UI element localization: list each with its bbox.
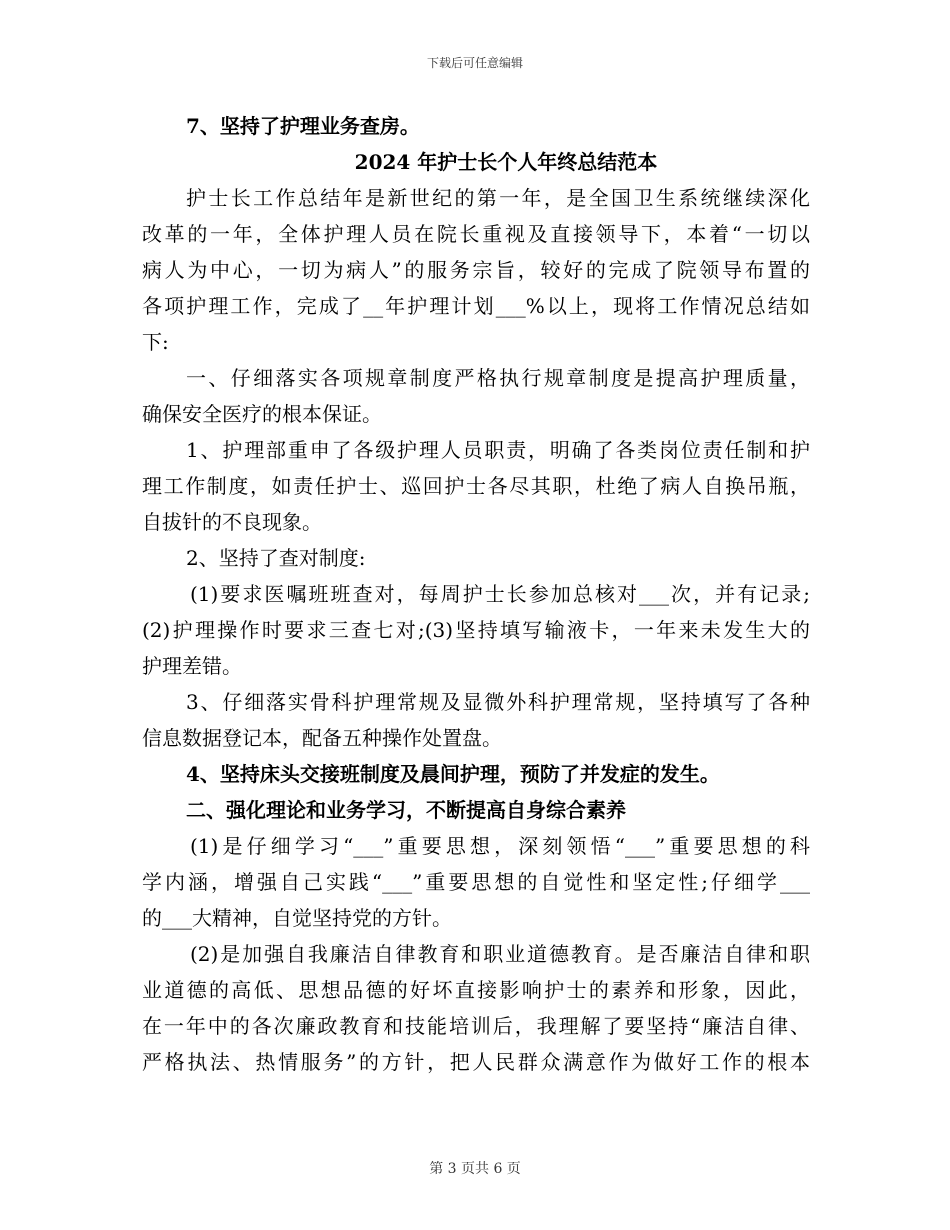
section-heading: 二、强化理论和业务学习，不断提高自身综合素养 — [186, 798, 626, 822]
paragraph-line: 病人为中心，一切为病人”的服务宗旨，较好的完成了院领导布置的 — [142, 258, 810, 282]
page-header: 下载后可任意编辑 — [426, 56, 523, 70]
page-footer: 第 3 页共 6 页 — [429, 1161, 521, 1177]
paragraph-line: 学内涵，增强自己实践“___”重要思想的自觉性和坚定性;仔细学___ — [142, 870, 810, 894]
paragraph-line: 7、坚持了护理业务查房。 — [186, 114, 420, 138]
paragraph-line: (1)要求医嘱班班查对，每周护士长参加总核对___次，并有记录; — [190, 582, 810, 606]
document-title: 2024 年护士长个人年终总结范本 — [354, 150, 658, 174]
paragraph-line: 3、仔细落实骨科护理常规及显微外科护理常规，坚持填写了各种 — [186, 690, 810, 714]
paragraph-line: 下: — [142, 330, 169, 354]
paragraph-line: 1、护理部重申了各级护理人员职责，明确了各类岗位责任制和护 — [186, 438, 810, 462]
paragraph-line: (2)护理操作时要求三查七对;(3)坚持填写输液卡，一年来未发生大的 — [142, 618, 810, 642]
paragraph-line: 业道德的高低、思想品德的好坏直接影响护士的素养和形象，因此， — [142, 978, 810, 1002]
paragraph-line: 自拔针的不良现象。 — [142, 510, 322, 534]
paragraph-line: 信息数据登记本，配备五种操作处置盘。 — [142, 726, 502, 750]
paragraph-line: 确保安全医疗的根本保证。 — [142, 402, 382, 426]
paragraph-line: 一、仔细落实各项规章制度严格执行规章制度是提高护理质量， — [186, 366, 810, 390]
document-body — [142, 108, 810, 1080]
paragraph-line: 的___大精神，自觉坚持党的方针。 — [142, 906, 452, 930]
paragraph-line: 2、坚持了查对制度: — [186, 546, 366, 570]
paragraph-line: 在一年中的各次廉政教育和技能培训后，我理解了要坚持“廉洁自律、 — [142, 1014, 810, 1038]
paragraph-line: 护理差错。 — [142, 654, 242, 678]
paragraph-line: 理工作制度，如责任护士、巡回护士各尽其职，杜绝了病人自换吊瓶， — [142, 474, 810, 498]
paragraph-line: 4、坚持床头交接班制度及晨间护理，预防了并发症的发生。 — [186, 762, 720, 786]
paragraph-line: 各项护理工作，完成了__年护理计划___%以上，现将工作情况总结如 — [142, 294, 810, 318]
paragraph-line: (1)是仔细学习“___”重要思想，深刻领悟“___”重要思想的科 — [190, 834, 810, 858]
paragraph-line: 严格执法、热情服务”的方针，把人民群众满意作为做好工作的根本 — [142, 1050, 810, 1074]
paragraph-line: (2)是加强自我廉洁自律教育和职业道德教育。是否廉洁自律和职 — [190, 942, 810, 966]
paragraph-line: 改革的一年，全体护理人员在院长重视及直接领导下，本着“一切以 — [142, 222, 810, 246]
paragraph-line: 护士长工作总结年是新世纪的第一年，是全国卫生系统继续深化 — [186, 186, 810, 210]
